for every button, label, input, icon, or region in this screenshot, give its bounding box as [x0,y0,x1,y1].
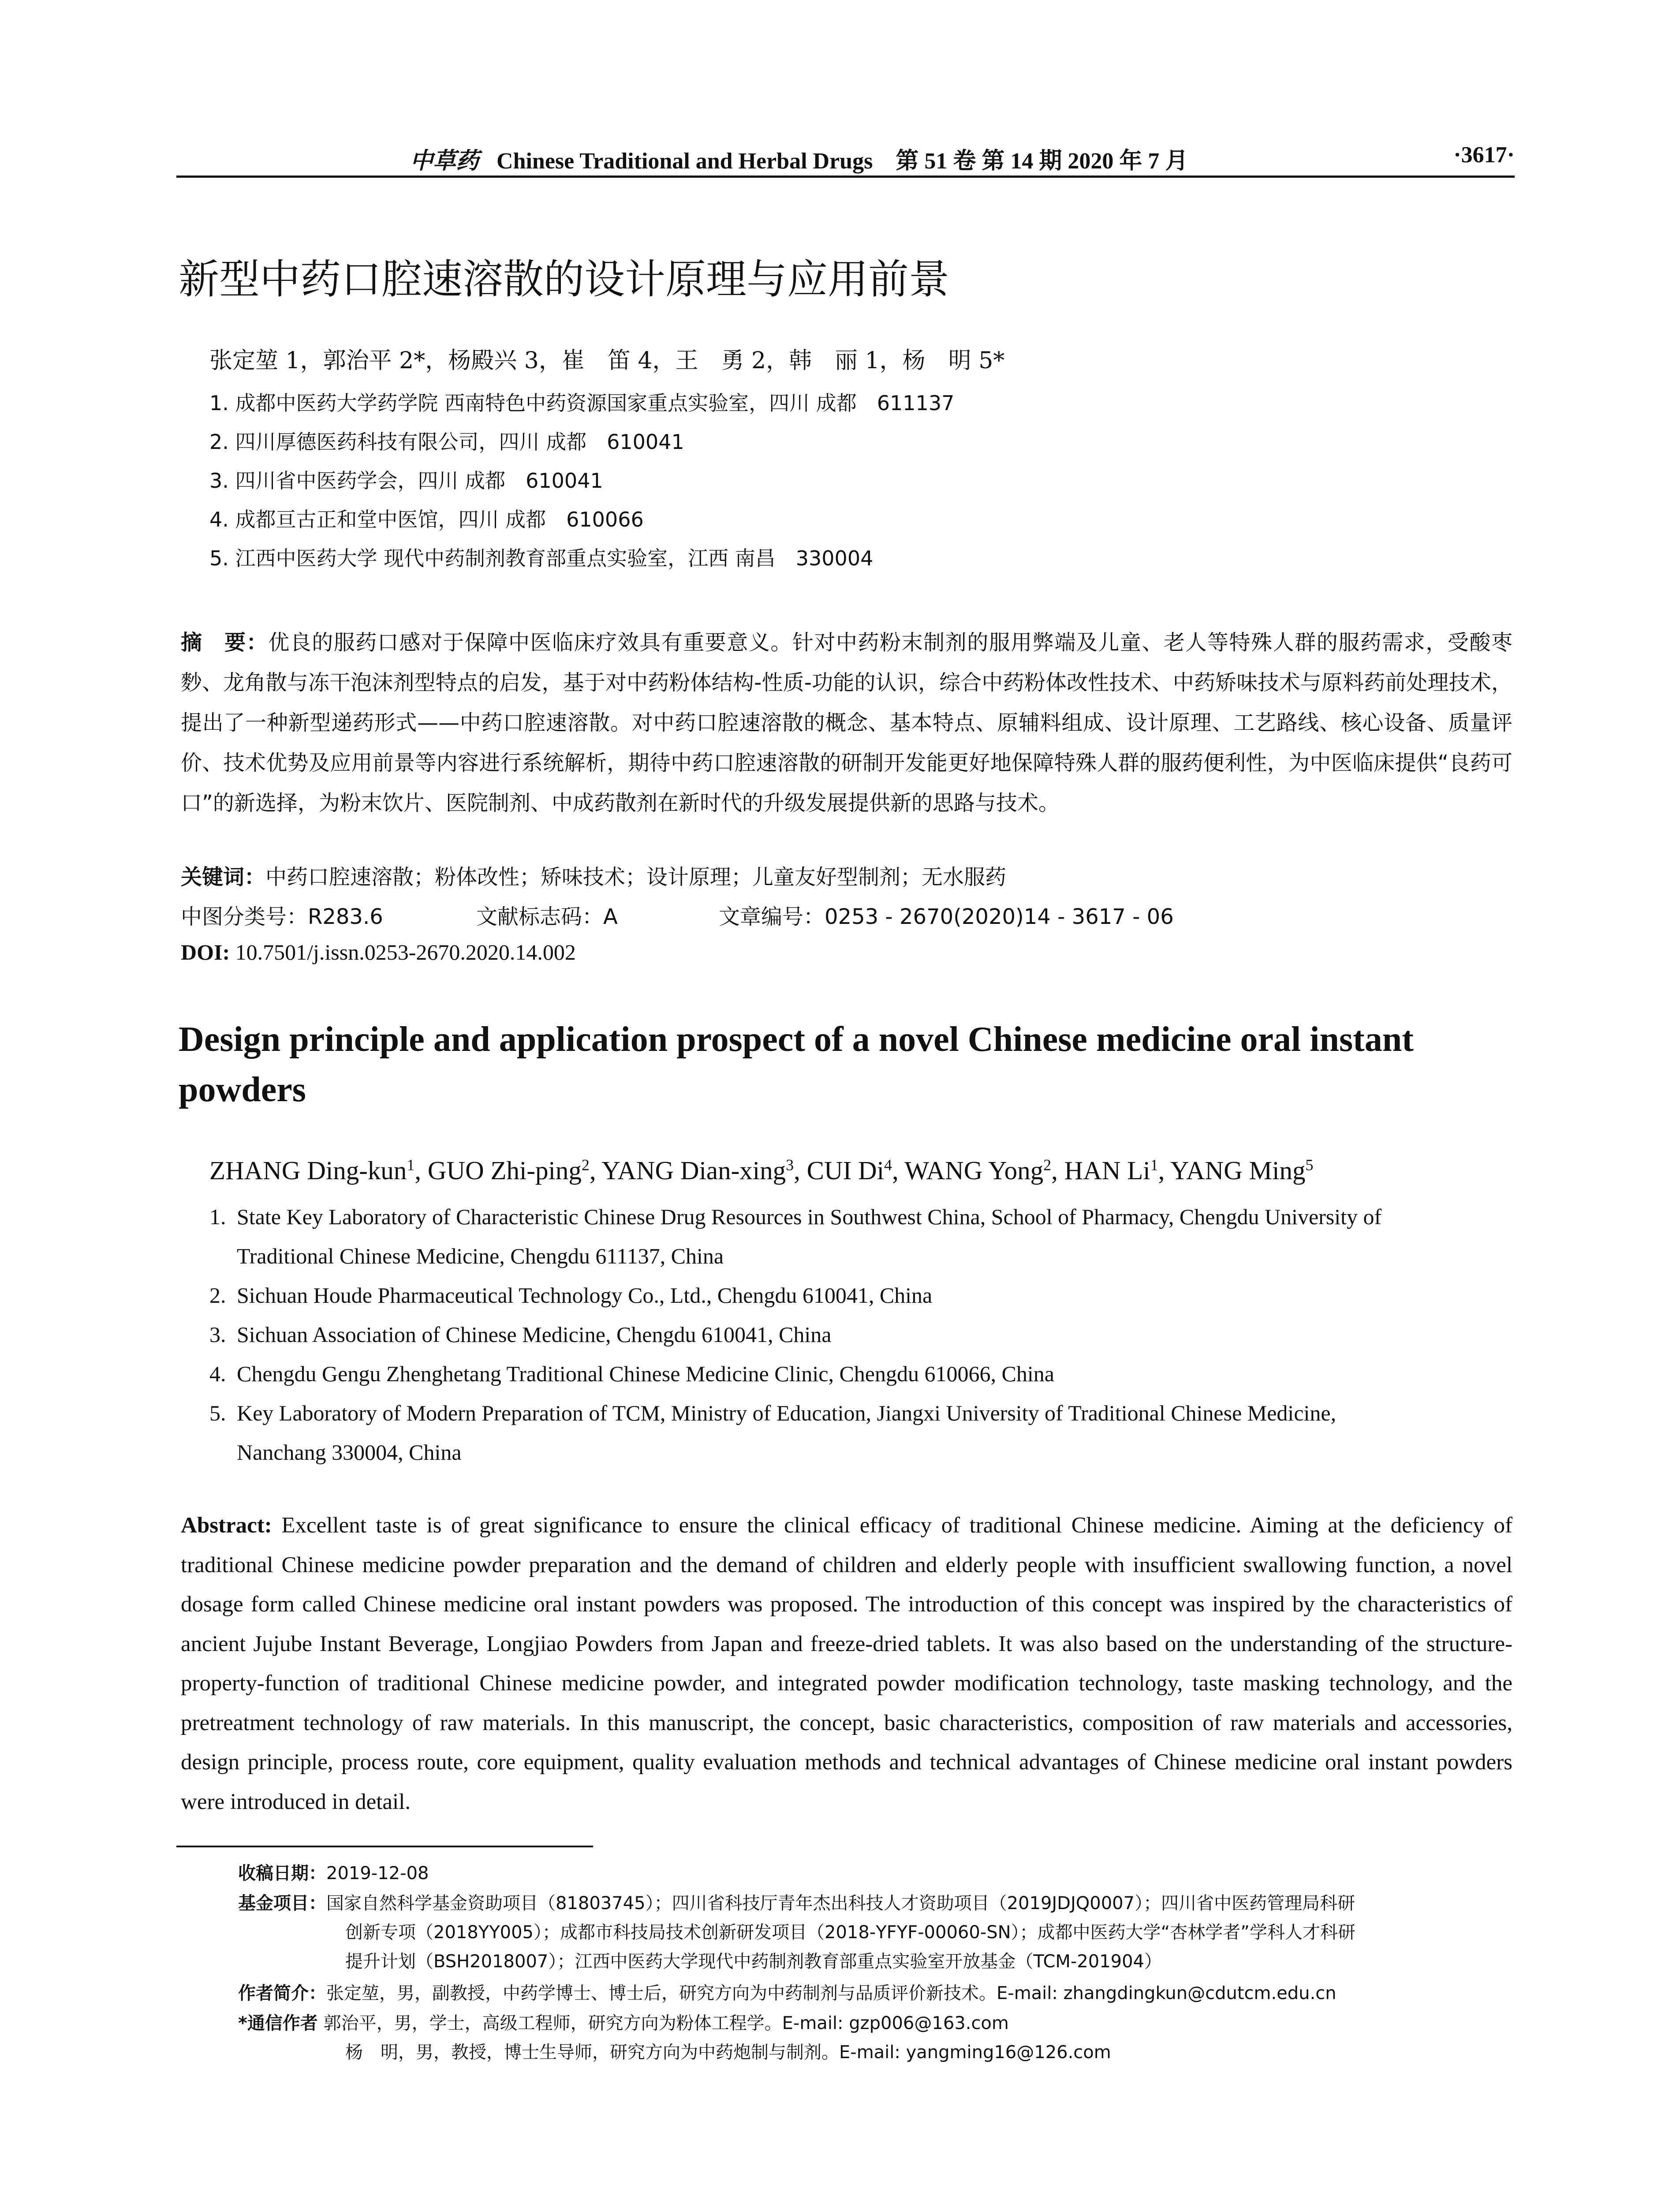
abstract-en-label: Abstract: [181,1513,272,1538]
received-label: 收稿日期： [238,1863,326,1884]
footnote-fund [238,1889,1512,1976]
keywords-cn-label: 关键词： [181,865,266,889]
abstract-english [181,1506,1512,1822]
header-rule [176,176,1515,178]
keywords-cn-text: 中药口腔速溶散；粉体改性；矫味技术；设计原理；儿童友好型制剂；无水服药 [265,865,1007,889]
affiliation-en-num: 1. [209,1204,226,1229]
received-date: 2019-12-08 [326,1863,429,1884]
affiliation-en-line: Chengdu Gengu Zhenghetang Traditional Chinese Medicine Clinic, Chengdu 610066, China [237,1361,1054,1386]
abstract-en-text: Excellent taste is of great significance to ensure the clinical efficacy of traditional Chinese medicine. Aiming at the deficiency of traditional Chinese medicine powder preparation and the demand of children and elderly people with insufficient swallowing function, a novel dosage form called Chinese medicine oral instant powders was proposed. The introduction of this concept was inspired by the characteristics of ancient Jujube Instant Beverage, Longjiao Powders from Japan and freeze-dried tablets. It was also based on the understanding of the structure-property-function of traditional Chinese medicine powder, and integrated powder modification technology, taste masking technology, and the pretreatment technology of raw materials. In this manuscript, the concept, basic characteristics, composition of raw materials and accessories, design principle, process route, core equipment, quality evaluation methods and technical advantages of Chinese medicine oral instant powders were introduced in detail. [181,1513,1512,1814]
affiliation-en-num: 5. [209,1401,226,1425]
fund-line: 国家自然科学基金资助项目（81803745）；四川省科技厅青年杰出科技人才资助项目（2019JDJQ0007）；四川省中医药管理局科研 [326,1893,1355,1913]
author-name: HAN Li [1064,1156,1150,1185]
affiliation-en-line: Sichuan Houde Pharmaceutical Technology Co., Ltd., Chengdu 610041, China [237,1283,933,1308]
author-affiliation-number: 2 [581,1156,590,1174]
abstract-chinese [181,623,1512,823]
abstract-cn-text: 优良的服药口感对于保障中医临床疗效具有重要意义。针对中药粉末制剂的服用弊端及儿童、老人等特殊人群的服药需求，受酸枣麨、龙角散与冻干泡沫剂型特点的启发，基于对中药粉体结构-性质-功能的认识，综合中药粉体改性技术、中药矫味技术与原料药前处理技术，提出了一种新型递药形式——中药口腔速溶散。对中药口腔速溶散的概念、基本特点、原辅料组成、设计原理、工艺路线、核心设备、质量评价、技术优势及应用前景等内容进行系统解析，期待中药口腔速溶散的研制开发能更好地保障特殊人群的服药便利性，为中医临床提供“良药可口”的新选择，为粉末饮片、医院制剂、中成药散剂在新时代的升级发展提供新的思路与技术。 [181,630,1512,815]
author-name: CUI Di [806,1156,884,1185]
author-affiliation-number: 4 [884,1156,892,1174]
affiliation-en-1 [209,1197,1515,1276]
affiliation-en-num: 2. [209,1283,226,1308]
journal-brand: 中草药 [410,147,479,174]
corresponding-label: *通信作者 [238,2013,318,2033]
author-affiliation-number: 3 [786,1156,794,1174]
title-english: Design principle and application prospect of a novel Chinese medicine oral instant powders [179,1020,1414,1109]
author-affiliation-number: 1 [1150,1156,1158,1174]
keywords-chinese [181,860,1006,890]
affiliation-en-2 [209,1276,1515,1315]
affiliation-en-num: 3. [209,1322,226,1347]
fund-label: 基金项目： [238,1893,326,1913]
authors-english: ZHANG Ding-kun$^1$, GUO Zhi-ping$^2$, YANG Dian-xing$^3$, CUI Di$^4$, WANG Yong$^2$, HAN Li$^1$, YANG Ming$^5$ [209,1156,1314,1185]
journal-header [410,142,1188,175]
author-name: GUO Zhi-ping [427,1156,582,1185]
running-header [176,142,1515,173]
affiliation-en-continuation: Traditional Chinese Medicine, Chengdu 611137, China [237,1244,724,1268]
affiliation-cn-3: 3. 四川省中医药学会，四川 成都 610041 [209,469,603,493]
footnote-rule [176,1846,593,1847]
page-number: ·3617· [1453,142,1515,168]
affiliation-en-3 [209,1315,1515,1354]
affiliation-en-num: 4. [209,1361,226,1386]
clc-number: 中图分类号：R283.6 [181,904,383,929]
affiliation-en-5 [209,1394,1515,1472]
bio-label: 作者简介： [238,1983,326,2003]
author-affiliation-number: 5 [1305,1156,1314,1174]
affiliation-en-line: Key Laboratory of Modern Preparation of TCM, Ministry of Education, Jiangxi University of Traditional Chinese Medicine, [237,1401,1337,1425]
doi-label: DOI: [181,940,230,964]
document-code: 文献标志码：A [476,904,618,929]
affiliation-en-line: State Key Laboratory of Characteristic Chinese Drug Resources in Southwest China, School of Pharmacy, Chengdu University of [237,1204,1382,1229]
fund-line: 提升计划（BSH2018007）；江西中医药大学现代中药制剂教育部重点实验室开放基金（TCM-201904） [345,1951,1162,1972]
author-affiliation-number: 1 [407,1156,415,1174]
abstract-cn-label: 摘 要： [181,630,269,655]
author-affiliation-number: 2 [1043,1156,1052,1174]
doi-value: 10.7501/j.issn.0253-2670.2020.14.002 [235,940,576,964]
affiliation-cn-2: 2. 四川厚德医药科技有限公司，四川 成都 610041 [209,430,684,454]
fund-line: 创新专项（2018YY005）；成都市科技局技术创新研发项目（2018-YFYF-00060-SN）；成都中医药大学“杏林学者”学科人才科研 [345,1922,1355,1943]
affiliation-en-continuation: Nanchang 330004, China [237,1440,462,1465]
author-name: YANG Dian-xing [601,1156,786,1185]
corresponding-author-2: 杨 明，男，教授，博士生导师，研究方向为中药炮制与制剂。E-mail: yangming16@126.com [345,2042,1111,2063]
author-name: ZHANG Ding-kun [209,1156,407,1185]
authors-chinese: 张定堃 1，郭治平 2*，杨殿兴 3，崔 笛 4，王 勇 2，韩 丽 1，杨 明 5* [209,348,1005,374]
journal-issue-line: Chinese Traditional and Herbal Drugs 第 51 卷 第 14 期 2020 年 7 月 [497,149,1188,174]
affiliation-cn-1: 1. 成都中医药大学药学院 西南特色中药资源国家重点实验室，四川 成都 611137 [209,391,955,415]
affiliation-cn-5: 5. 江西中医药大学 现代中药制剂教育部重点实验室，江西 南昌 330004 [209,546,874,570]
affiliation-cn-4: 4. 成都亘古正和堂中医馆，四川 成都 610066 [209,508,644,531]
doi-line [181,939,576,965]
affiliation-en-4 [209,1354,1515,1394]
author-name: WANG Yong [904,1156,1044,1185]
bio-text: 张定堃，男，副教授，中药学博士、博士后，研究方向为中药制剂与品质评价新技术。E-mail: zhangdingkun@cdutcm.edu.cn [326,1983,1337,2003]
footnote-corresponding [238,2009,1512,2067]
footnote-received [238,1859,1512,1888]
article-number: 文章编号：0253 - 2670(2020)14 - 3617 - 06 [719,904,1174,929]
author-name: YANG Ming [1170,1156,1306,1185]
title-chinese: 新型中药口腔速溶散的设计原理与应用前景 [179,256,950,303]
corresponding-author-1: 郭治平，男，学士，高级工程师，研究方向为粉体工程学。E-mail: gzp006@163.com [323,2013,1009,2033]
footnote-author-bio [238,1979,1512,2008]
affiliation-en-line: Sichuan Association of Chinese Medicine, Chengdu 610041, China [237,1322,832,1347]
